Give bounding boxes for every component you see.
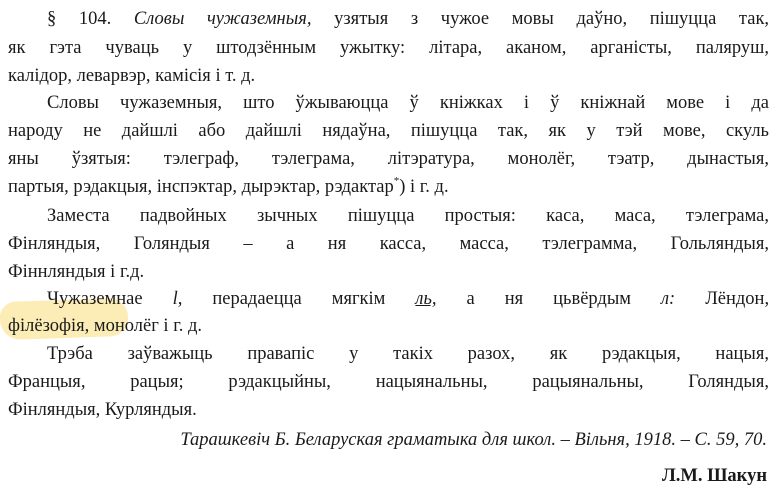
text-span: монолёг і г. д. (93, 316, 202, 336)
author-name: Л.М. Шакун (662, 466, 767, 486)
text-span: партыя, рэдакцыя, інспэктар, дырэктар, рэдактар (8, 177, 394, 197)
text-span: перадаецца мягкім (212, 289, 386, 309)
highlighted-word: філёзофія, (8, 316, 90, 336)
paragraph-2-line-1: Словы чужаземныя, што ўжываюцца ў кніжках і ў кніжнай мове і да (47, 93, 769, 113)
paragraph-5-line-3: Фінляндыя, Курляндыя. (8, 400, 197, 420)
text-span: а ня цьвёрдым (466, 289, 631, 309)
paragraph-2-line-4 (8, 174, 449, 200)
latin-l: l, (172, 289, 183, 309)
text-span: ) і г. д. (399, 177, 449, 197)
citation: Тарашкевіч Б. Беларуская граматыка для школ. – Вільня, 1918. – С. 59, 70. (180, 430, 767, 450)
hard-l-example: л: (660, 289, 676, 309)
paragraph-3-line-2: Фінляндыя, Голяндыя – а ня касса, масса, тэлеграмма, Гольляндыя, (8, 234, 769, 254)
paragraph-5-line-2: Францыя, рацыя; рэдакцыйны, нацыянальны, рацыянальны, Голяндыя, (8, 372, 769, 392)
text-span: узятыя з чужое мовы даўно, пішуцца так, (334, 9, 770, 29)
section-number: § 104. (47, 9, 112, 29)
paragraph-1-line-3: калідор, леварвэр, камісія і т. д. (8, 66, 256, 86)
paragraph-2-line-3: яны ўзятыя: тэлеграф, тэлеграма, літэратура, монолёг, тэатр, дынастыя, (8, 149, 769, 169)
footnote-marker: * (393, 175, 400, 187)
text-span: Лёндон, (705, 289, 770, 309)
italic-term: Словы чужаземныя, (133, 9, 312, 29)
paragraph-1-line-1 (47, 6, 769, 32)
paragraph-4-line-1 (47, 286, 769, 312)
paragraph-5-line-1: Трэба заўважыць правапіс у такіх разох, як рэдакцыя, нацыя, (47, 344, 769, 364)
paragraph-3-line-1: Заместа падвойных зычных пішуцца простыя: каса, маса, тэлеграма, (47, 206, 769, 226)
paragraph-3-line-3: Фіннляндыя і г.д. (8, 262, 145, 282)
soft-l-example: ль, (415, 289, 437, 309)
paragraph-1-line-2: як гэта чуваць у штодзённым ужытку: літара, аканом, арганісты, паляруш, (8, 38, 769, 58)
text-span: Чужаземнае (47, 289, 143, 309)
paragraph-2-line-2: народу не дайшлі або дайшлі нядаўна, пішуцца так, як у тэй мове, скуль (8, 121, 769, 141)
paragraph-4-line-2 (8, 313, 202, 339)
